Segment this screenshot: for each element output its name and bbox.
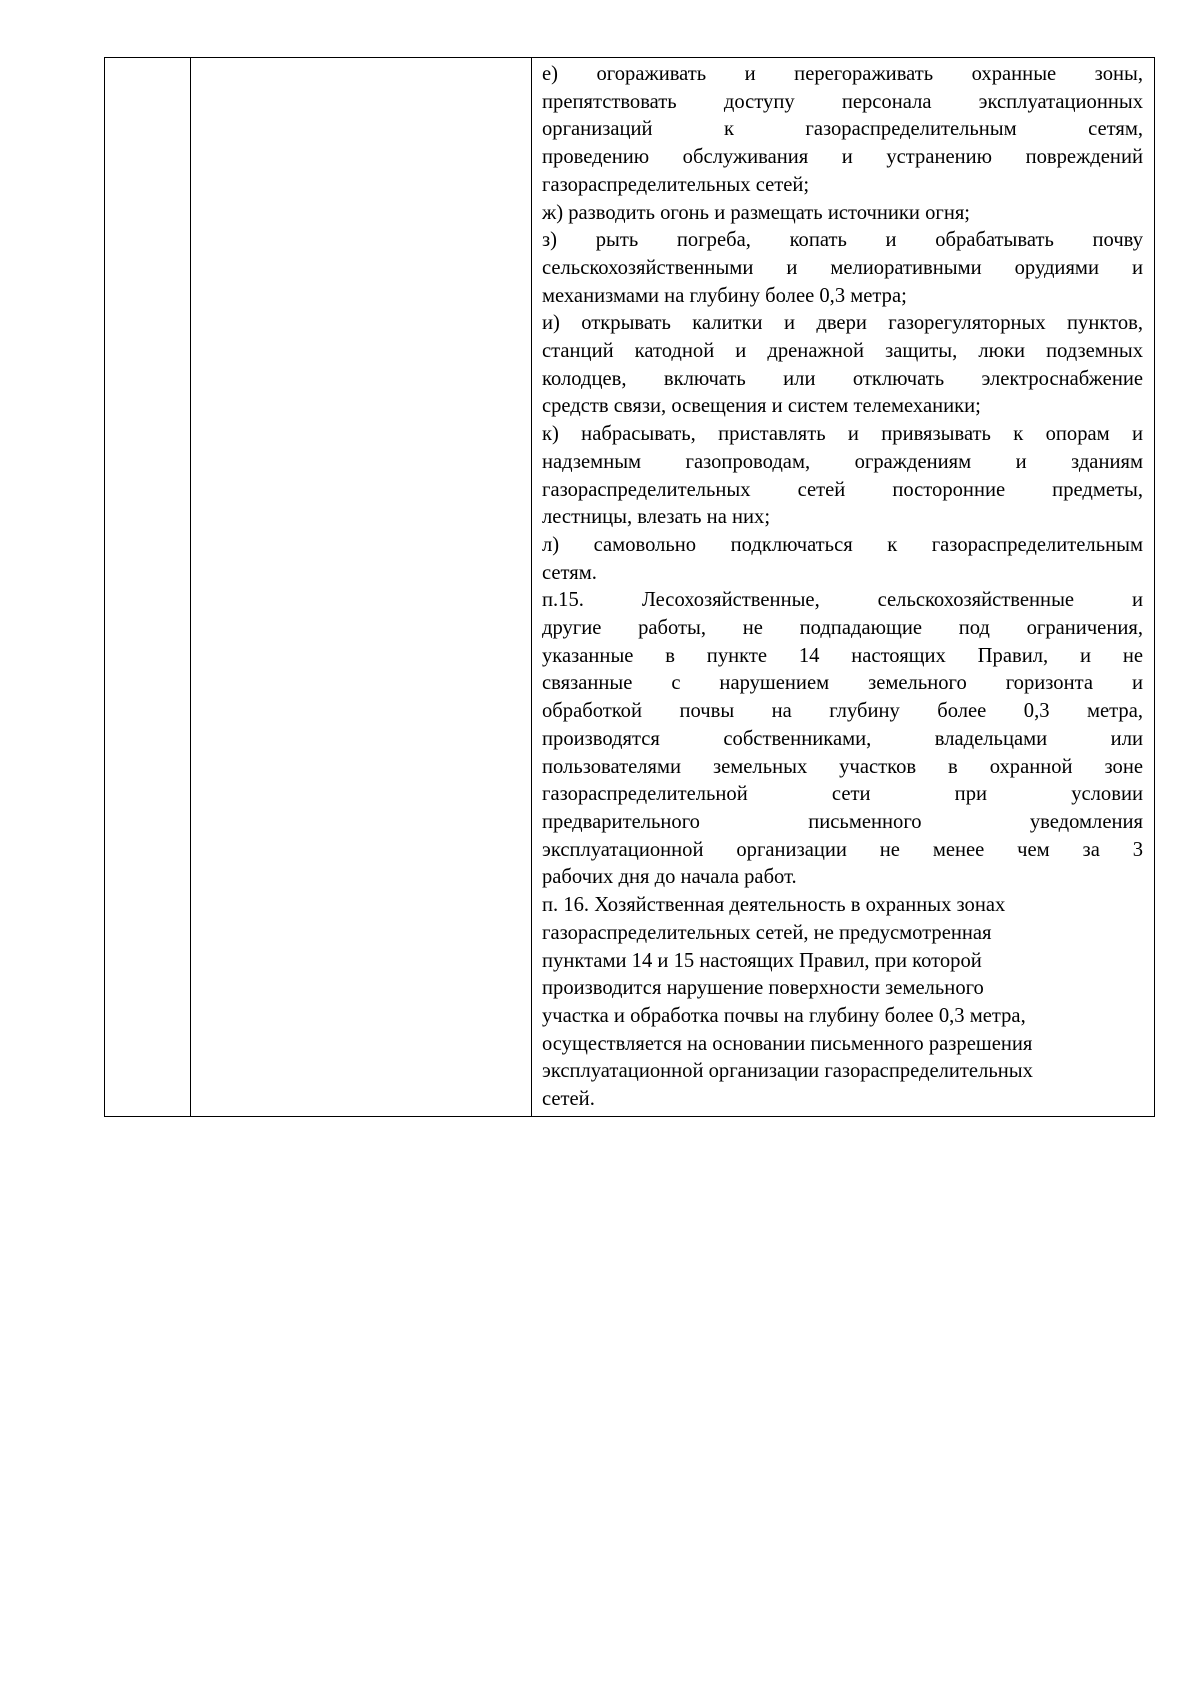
- paragraph-p15: [542, 587, 1143, 892]
- table-row: [105, 58, 1155, 1117]
- text-line: пользователями земельных участков в охранной зоне: [542, 755, 1143, 778]
- table-cell-restrictions: [532, 58, 1155, 1117]
- text-line: производятся собственниками, владельцами или: [542, 727, 1143, 750]
- text-line: газораспределительной сети при условии: [542, 783, 1143, 806]
- text-line: колодцев, включать или отключать электроснабжение: [542, 367, 1143, 390]
- text-line: производится нарушение поверхности земельного: [542, 977, 984, 1000]
- text-line: станций катодной и дренажной защиты, люки подземных: [542, 340, 1143, 363]
- text-line: участка и обработка почвы на глубину более 0,3 метра,: [542, 1004, 1026, 1027]
- text-line: надземным газопроводам, ограждениям и зданиям: [542, 450, 1143, 473]
- text-line: к) набрасывать, приставлять и привязывать к опорам и: [542, 423, 1143, 446]
- text-line: обработкой почвы на глубину более 0,3 метра,: [542, 700, 1143, 723]
- paragraph-z: [542, 227, 1143, 310]
- text-line: сельскохозяйственными и мелиоративными орудиями и: [542, 256, 1143, 279]
- text-line: другие работы, не подпадающие под ограничения,: [542, 617, 1143, 640]
- text-line: средств связи, освещения и систем телемеханики;: [542, 395, 981, 418]
- paragraph-zh: [542, 200, 1143, 228]
- text-line: связанные с нарушением земельного горизонта и: [542, 672, 1143, 695]
- text-line: механизмами на глубину более 0,3 метра;: [542, 284, 907, 307]
- text-line: пунктами 14 и 15 настоящих Правил, при которой: [542, 949, 982, 972]
- restrictions-text: [532, 58, 1154, 1116]
- text-line: ж) разводить огонь и размещать источники огня;: [542, 201, 971, 224]
- text-line: проведению обслуживания и устранению повреждений: [542, 146, 1143, 169]
- text-line: лестницы, влезать на них;: [542, 506, 771, 529]
- text-line: осуществляется на основании письменного разрешения: [542, 1032, 1033, 1055]
- text-line: эксплуатационной организации не менее чем за 3: [542, 838, 1143, 861]
- text-line: сетей.: [542, 1088, 595, 1111]
- text-line: предварительного письменного уведомления: [542, 810, 1143, 833]
- paragraph-e: [542, 61, 1143, 200]
- text-line: п. 16. Хозяйственная деятельность в охранных зонах: [542, 894, 1006, 917]
- text-line: з) рыть погреба, копать и обрабатывать почву: [542, 229, 1143, 252]
- table-cell-number: [105, 58, 191, 1117]
- text-line: е) огораживать и перегораживать охранные зоны,: [542, 63, 1143, 85]
- text-line: эксплуатационной организации газораспределительных: [542, 1060, 1033, 1083]
- text-line: организаций к газораспределительным сетям,: [542, 118, 1143, 141]
- text-line: препятствовать доступу персонала эксплуатационных: [542, 90, 1143, 113]
- text-line: газораспределительных сетей посторонние предметы,: [542, 478, 1143, 501]
- text-line: л) самовольно подключаться к газораспределительным: [542, 533, 1143, 556]
- paragraph-p16: [542, 892, 1143, 1114]
- paragraph-k: [542, 421, 1143, 532]
- document-table: [104, 57, 1155, 1117]
- table-cell-name: [191, 58, 532, 1117]
- text-line: и) открывать калитки и двери газорегуляторных пунктов,: [542, 312, 1143, 335]
- paragraph-l: [542, 532, 1143, 587]
- text-line: газораспределительных сетей;: [542, 173, 810, 196]
- text-line: сетям.: [542, 561, 597, 584]
- text-line: п.15. Лесохозяйственные, сельскохозяйственные и: [542, 589, 1143, 612]
- text-line: указанные в пункте 14 настоящих Правил, и не: [542, 644, 1143, 667]
- text-line: рабочих дня до начала работ.: [542, 866, 797, 889]
- text-line: газораспределительных сетей, не предусмотренная: [542, 921, 992, 944]
- paragraph-i: [542, 310, 1143, 421]
